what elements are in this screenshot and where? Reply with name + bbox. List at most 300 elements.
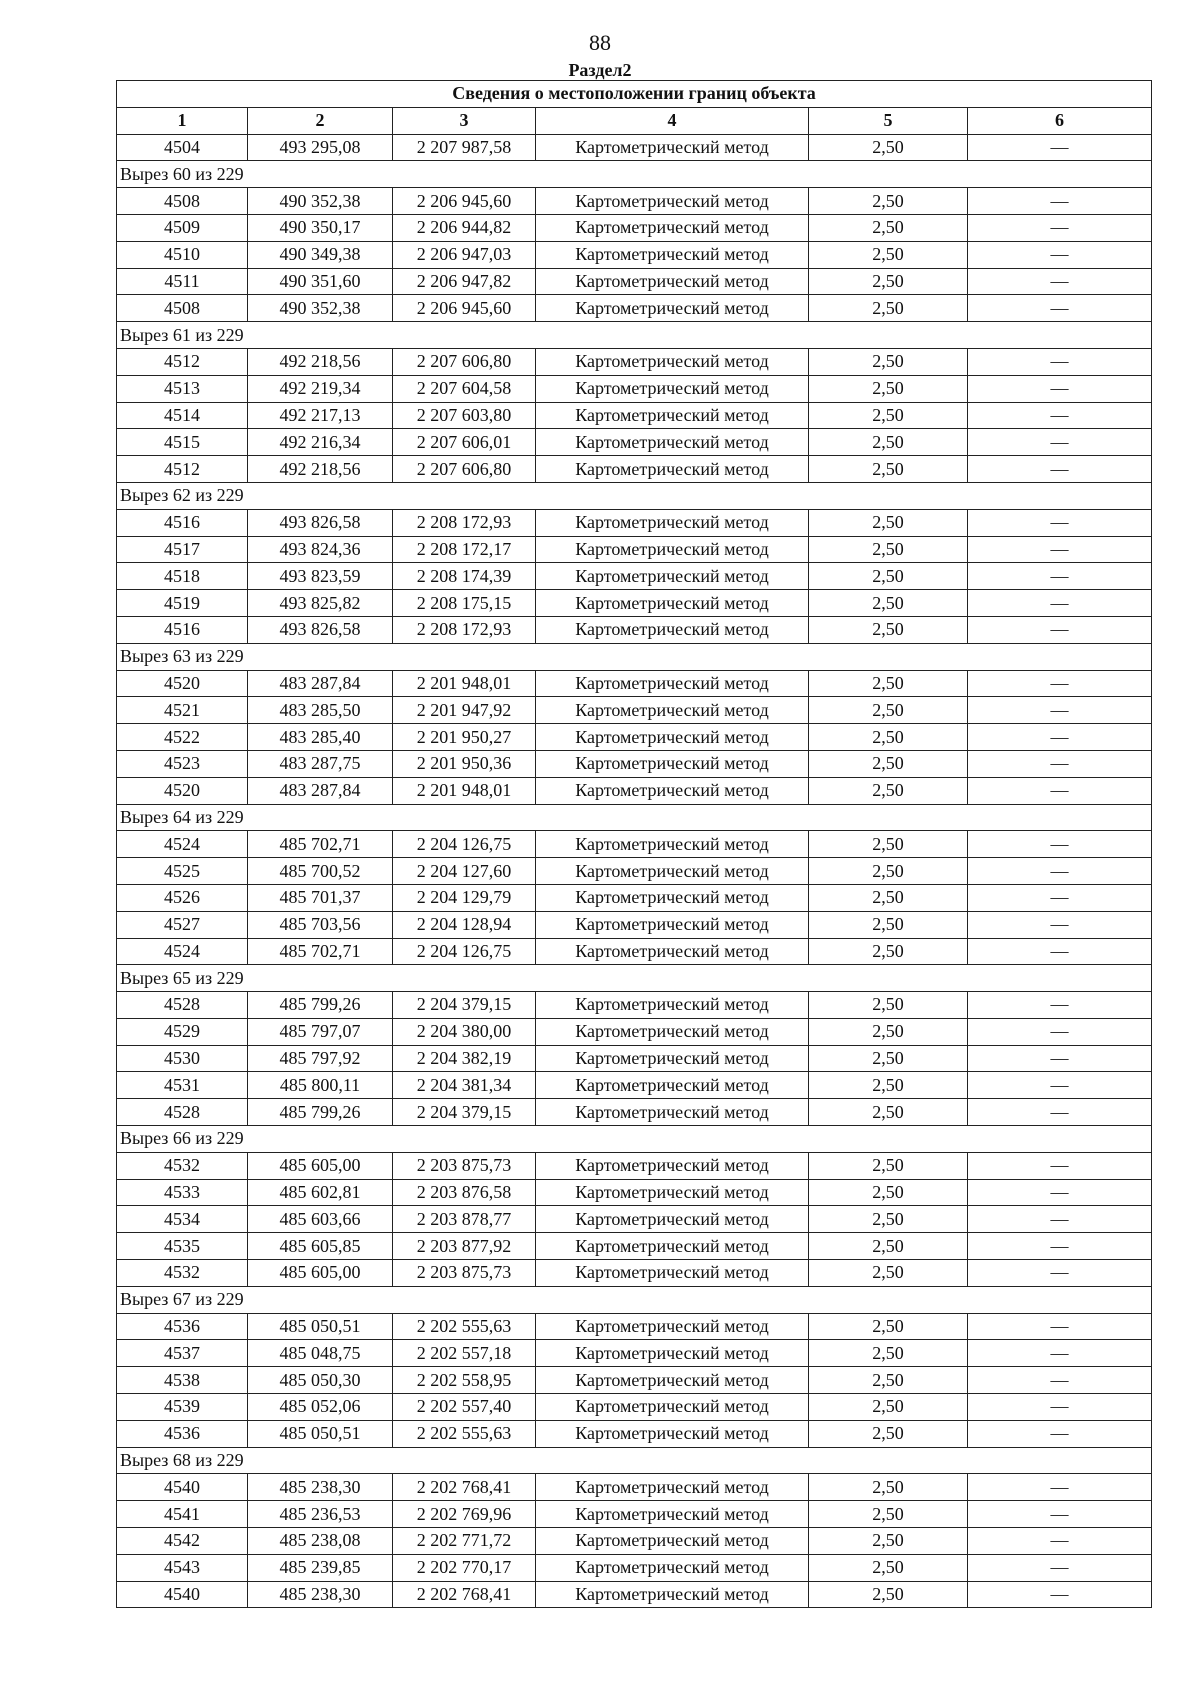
x-coordinate-cell: 490 352,38 (248, 295, 393, 322)
description-cell: — (968, 188, 1152, 215)
y-coordinate-cell: 2 204 129,79 (393, 884, 536, 911)
x-coordinate-cell: 490 352,38 (248, 188, 393, 215)
precision-cell: 2,50 (809, 1072, 968, 1099)
method-cell: Картометрический метод (536, 670, 809, 697)
table-row (117, 1554, 1152, 1581)
description-cell: — (968, 1420, 1152, 1447)
description-cell: — (968, 348, 1152, 375)
y-coordinate-cell: 2 202 557,40 (393, 1394, 536, 1421)
point-number-cell: 4511 (117, 268, 248, 295)
y-coordinate-cell: 2 206 947,82 (393, 268, 536, 295)
precision-cell: 2,50 (809, 1340, 968, 1367)
description-cell: — (968, 375, 1152, 402)
y-coordinate-cell: 2 202 769,96 (393, 1501, 536, 1528)
x-coordinate-cell: 485 605,00 (248, 1260, 393, 1287)
point-number-cell: 4538 (117, 1367, 248, 1394)
point-number-cell: 4509 (117, 214, 248, 241)
table-row (117, 884, 1152, 911)
method-cell: Картометрический метод (536, 134, 809, 161)
description-cell: — (968, 938, 1152, 965)
description-cell: — (968, 214, 1152, 241)
point-number-cell: 4512 (117, 348, 248, 375)
description-cell: — (968, 697, 1152, 724)
cutout-label: Вырез 62 из 229 (117, 482, 1152, 509)
description-cell: — (968, 1179, 1152, 1206)
cutout-label: Вырез 66 из 229 (117, 1126, 1152, 1153)
precision-cell: 2,50 (809, 241, 968, 268)
table-row (117, 563, 1152, 590)
cutout-header-row (117, 1286, 1152, 1313)
method-cell: Картометрический метод (536, 1260, 809, 1287)
point-number-cell: 4542 (117, 1528, 248, 1555)
method-cell: Картометрический метод (536, 214, 809, 241)
x-coordinate-cell: 485 799,26 (248, 992, 393, 1019)
description-cell: — (968, 536, 1152, 563)
precision-cell: 2,50 (809, 1313, 968, 1340)
cutout-label: Вырез 64 из 229 (117, 804, 1152, 831)
precision-cell: 2,50 (809, 858, 968, 885)
description-cell: — (968, 831, 1152, 858)
point-number-cell: 4508 (117, 295, 248, 322)
point-number-cell: 4514 (117, 402, 248, 429)
method-cell: Картометрический метод (536, 616, 809, 643)
description-cell: — (968, 456, 1152, 483)
precision-cell: 2,50 (809, 938, 968, 965)
cutout-label: Вырез 61 из 229 (117, 322, 1152, 349)
precision-cell: 2,50 (809, 884, 968, 911)
table-row (117, 911, 1152, 938)
description-cell: — (968, 1260, 1152, 1287)
precision-cell: 2,50 (809, 188, 968, 215)
table-row (117, 348, 1152, 375)
y-coordinate-cell: 2 204 380,00 (393, 1018, 536, 1045)
y-coordinate-cell: 2 206 947,03 (393, 241, 536, 268)
point-number-cell: 4533 (117, 1179, 248, 1206)
precision-cell: 2,50 (809, 1233, 968, 1260)
x-coordinate-cell: 485 050,51 (248, 1313, 393, 1340)
method-cell: Картометрический метод (536, 777, 809, 804)
point-number-cell: 4527 (117, 911, 248, 938)
table-row (117, 402, 1152, 429)
x-coordinate-cell: 485 800,11 (248, 1072, 393, 1099)
y-coordinate-cell: 2 208 172,93 (393, 616, 536, 643)
method-cell: Картометрический метод (536, 1099, 809, 1126)
table-row (117, 616, 1152, 643)
table-row (117, 858, 1152, 885)
precision-cell: 2,50 (809, 1260, 968, 1287)
method-cell: Картометрический метод (536, 1072, 809, 1099)
x-coordinate-cell: 493 826,58 (248, 509, 393, 536)
table-row (117, 295, 1152, 322)
y-coordinate-cell: 2 202 768,41 (393, 1581, 536, 1608)
precision-cell: 2,50 (809, 563, 968, 590)
method-cell: Картометрический метод (536, 1501, 809, 1528)
precision-cell: 2,50 (809, 831, 968, 858)
table-row (117, 375, 1152, 402)
description-cell: — (968, 1394, 1152, 1421)
table-row (117, 1072, 1152, 1099)
description-cell: — (968, 884, 1152, 911)
description-cell: — (968, 429, 1152, 456)
method-cell: Картометрический метод (536, 697, 809, 724)
table-row (117, 1313, 1152, 1340)
table-row (117, 992, 1152, 1019)
x-coordinate-cell: 490 350,17 (248, 214, 393, 241)
precision-cell: 2,50 (809, 590, 968, 617)
x-coordinate-cell: 492 217,13 (248, 402, 393, 429)
table-row (117, 1367, 1152, 1394)
point-number-cell: 4523 (117, 750, 248, 777)
y-coordinate-cell: 2 202 558,95 (393, 1367, 536, 1394)
point-number-cell: 4516 (117, 616, 248, 643)
description-cell: — (968, 1554, 1152, 1581)
precision-cell: 2,50 (809, 1420, 968, 1447)
description-cell: — (968, 1528, 1152, 1555)
precision-cell: 2,50 (809, 268, 968, 295)
x-coordinate-cell: 485 239,85 (248, 1554, 393, 1581)
table-row (117, 724, 1152, 751)
point-number-cell: 4518 (117, 563, 248, 590)
point-number-cell: 4521 (117, 697, 248, 724)
precision-cell: 2,50 (809, 1474, 968, 1501)
cutout-header-row (117, 965, 1152, 992)
point-number-cell: 4540 (117, 1474, 248, 1501)
point-number-cell: 4510 (117, 241, 248, 268)
x-coordinate-cell: 483 285,50 (248, 697, 393, 724)
method-cell: Картометрический метод (536, 456, 809, 483)
point-number-cell: 4513 (117, 375, 248, 402)
method-cell: Картометрический метод (536, 938, 809, 965)
table-row (117, 1179, 1152, 1206)
y-coordinate-cell: 2 202 768,41 (393, 1474, 536, 1501)
x-coordinate-cell: 485 050,51 (248, 1420, 393, 1447)
x-coordinate-cell: 485 605,85 (248, 1233, 393, 1260)
y-coordinate-cell: 2 206 945,60 (393, 295, 536, 322)
precision-cell: 2,50 (809, 777, 968, 804)
x-coordinate-cell: 493 826,58 (248, 616, 393, 643)
y-coordinate-cell: 2 207 987,58 (393, 134, 536, 161)
precision-cell: 2,50 (809, 1206, 968, 1233)
method-cell: Картометрический метод (536, 724, 809, 751)
method-cell: Картометрический метод (536, 536, 809, 563)
method-cell: Картометрический метод (536, 509, 809, 536)
precision-cell: 2,50 (809, 697, 968, 724)
description-cell: — (968, 1581, 1152, 1608)
x-coordinate-cell: 485 236,53 (248, 1501, 393, 1528)
table-row (117, 1206, 1152, 1233)
column-header-row (117, 107, 1152, 134)
table-row (117, 1474, 1152, 1501)
point-number-cell: 4531 (117, 1072, 248, 1099)
y-coordinate-cell: 2 204 126,75 (393, 831, 536, 858)
point-number-cell: 4528 (117, 1099, 248, 1126)
column-header: 4 (536, 107, 809, 134)
y-coordinate-cell: 2 204 379,15 (393, 992, 536, 1019)
column-header: 1 (117, 107, 248, 134)
table-row (117, 1099, 1152, 1126)
precision-cell: 2,50 (809, 1528, 968, 1555)
cutout-header-row (117, 1126, 1152, 1153)
method-cell: Картометрический метод (536, 590, 809, 617)
precision-cell: 2,50 (809, 1581, 968, 1608)
x-coordinate-cell: 485 702,71 (248, 831, 393, 858)
description-cell: — (968, 616, 1152, 643)
description-cell: — (968, 509, 1152, 536)
cutout-label: Вырез 60 из 229 (117, 161, 1152, 188)
precision-cell: 2,50 (809, 750, 968, 777)
precision-cell: 2,50 (809, 724, 968, 751)
method-cell: Картометрический метод (536, 1018, 809, 1045)
cutout-header-row (117, 482, 1152, 509)
y-coordinate-cell: 2 208 172,93 (393, 509, 536, 536)
y-coordinate-cell: 2 204 126,75 (393, 938, 536, 965)
method-cell: Картометрический метод (536, 1045, 809, 1072)
point-number-cell: 4520 (117, 670, 248, 697)
precision-cell: 2,50 (809, 1045, 968, 1072)
method-cell: Картометрический метод (536, 1313, 809, 1340)
description-cell: — (968, 590, 1152, 617)
table-row (117, 134, 1152, 161)
point-number-cell: 4535 (117, 1233, 248, 1260)
method-cell: Картометрический метод (536, 884, 809, 911)
point-number-cell: 4532 (117, 1152, 248, 1179)
method-cell: Картометрический метод (536, 1528, 809, 1555)
method-cell: Картометрический метод (536, 750, 809, 777)
point-number-cell: 4540 (117, 1581, 248, 1608)
x-coordinate-cell: 493 295,08 (248, 134, 393, 161)
point-number-cell: 4515 (117, 429, 248, 456)
precision-cell: 2,50 (809, 616, 968, 643)
x-coordinate-cell: 493 825,82 (248, 590, 393, 617)
table-row (117, 429, 1152, 456)
precision-cell: 2,50 (809, 134, 968, 161)
method-cell: Картометрический метод (536, 1367, 809, 1394)
table-row (117, 831, 1152, 858)
y-coordinate-cell: 2 203 877,92 (393, 1233, 536, 1260)
description-cell: — (968, 241, 1152, 268)
description-cell: — (968, 858, 1152, 885)
precision-cell: 2,50 (809, 429, 968, 456)
point-number-cell: 4528 (117, 992, 248, 1019)
precision-cell: 2,50 (809, 1018, 968, 1045)
precision-cell: 2,50 (809, 1394, 968, 1421)
point-number-cell: 4517 (117, 536, 248, 563)
method-cell: Картометрический метод (536, 1340, 809, 1367)
table-row (117, 1420, 1152, 1447)
precision-cell: 2,50 (809, 509, 968, 536)
x-coordinate-cell: 492 218,56 (248, 456, 393, 483)
method-cell: Картометрический метод (536, 375, 809, 402)
description-cell: — (968, 911, 1152, 938)
table-row (117, 777, 1152, 804)
point-number-cell: 4529 (117, 1018, 248, 1045)
table-row (117, 536, 1152, 563)
section-label: Раздел2 (568, 60, 632, 80)
x-coordinate-cell: 485 238,30 (248, 1474, 393, 1501)
boundary-coordinates-table (116, 80, 1152, 1608)
method-cell: Картометрический метод (536, 429, 809, 456)
method-cell: Картометрический метод (536, 1474, 809, 1501)
y-coordinate-cell: 2 202 555,63 (393, 1313, 536, 1340)
y-coordinate-cell: 2 201 948,01 (393, 777, 536, 804)
point-number-cell: 4526 (117, 884, 248, 911)
y-coordinate-cell: 2 202 771,72 (393, 1528, 536, 1555)
point-number-cell: 4536 (117, 1313, 248, 1340)
table-row (117, 509, 1152, 536)
y-coordinate-cell: 2 207 603,80 (393, 402, 536, 429)
point-number-cell: 4508 (117, 188, 248, 215)
y-coordinate-cell: 2 203 875,73 (393, 1152, 536, 1179)
y-coordinate-cell: 2 203 878,77 (393, 1206, 536, 1233)
description-cell: — (968, 1072, 1152, 1099)
table-row (117, 1260, 1152, 1287)
x-coordinate-cell: 492 218,56 (248, 348, 393, 375)
precision-cell: 2,50 (809, 1099, 968, 1126)
y-coordinate-cell: 2 206 944,82 (393, 214, 536, 241)
precision-cell: 2,50 (809, 295, 968, 322)
cutout-label: Вырез 63 из 229 (117, 643, 1152, 670)
y-coordinate-cell: 2 203 876,58 (393, 1179, 536, 1206)
x-coordinate-cell: 490 351,60 (248, 268, 393, 295)
description-cell: — (968, 1206, 1152, 1233)
point-number-cell: 4543 (117, 1554, 248, 1581)
point-number-cell: 4522 (117, 724, 248, 751)
table-row (117, 1501, 1152, 1528)
method-cell: Картометрический метод (536, 1179, 809, 1206)
method-cell: Картометрический метод (536, 348, 809, 375)
method-cell: Картометрический метод (536, 992, 809, 1019)
y-coordinate-cell: 2 204 382,19 (393, 1045, 536, 1072)
table-row (117, 1018, 1152, 1045)
y-coordinate-cell: 2 204 127,60 (393, 858, 536, 885)
x-coordinate-cell: 492 219,34 (248, 375, 393, 402)
x-coordinate-cell: 485 605,00 (248, 1152, 393, 1179)
y-coordinate-cell: 2 202 557,18 (393, 1340, 536, 1367)
table-row (117, 1528, 1152, 1555)
precision-cell: 2,50 (809, 670, 968, 697)
point-number-cell: 4541 (117, 1501, 248, 1528)
precision-cell: 2,50 (809, 1367, 968, 1394)
precision-cell: 2,50 (809, 911, 968, 938)
precision-cell: 2,50 (809, 1179, 968, 1206)
method-cell: Картометрический метод (536, 268, 809, 295)
precision-cell: 2,50 (809, 402, 968, 429)
point-number-cell: 4512 (117, 456, 248, 483)
precision-cell: 2,50 (809, 375, 968, 402)
point-number-cell: 4532 (117, 1260, 248, 1287)
description-cell: — (968, 724, 1152, 751)
x-coordinate-cell: 485 052,06 (248, 1394, 393, 1421)
y-coordinate-cell: 2 204 379,15 (393, 1099, 536, 1126)
method-cell: Картометрический метод (536, 911, 809, 938)
description-cell: — (968, 1367, 1152, 1394)
method-cell: Картометрический метод (536, 402, 809, 429)
x-coordinate-cell: 483 285,40 (248, 724, 393, 751)
precision-cell: 2,50 (809, 1554, 968, 1581)
cutout-header-row (117, 161, 1152, 188)
point-number-cell: 4520 (117, 777, 248, 804)
y-coordinate-cell: 2 201 950,27 (393, 724, 536, 751)
point-number-cell: 4519 (117, 590, 248, 617)
x-coordinate-cell: 485 799,26 (248, 1099, 393, 1126)
y-coordinate-cell: 2 207 606,80 (393, 456, 536, 483)
method-cell: Картометрический метод (536, 1206, 809, 1233)
point-number-cell: 4537 (117, 1340, 248, 1367)
table-row (117, 1581, 1152, 1608)
table-row (117, 1045, 1152, 1072)
x-coordinate-cell: 493 824,36 (248, 536, 393, 563)
description-cell: — (968, 992, 1152, 1019)
page-number: 88 (589, 30, 611, 55)
point-number-cell: 4504 (117, 134, 248, 161)
point-number-cell: 4539 (117, 1394, 248, 1421)
x-coordinate-cell: 485 797,07 (248, 1018, 393, 1045)
x-coordinate-cell: 485 602,81 (248, 1179, 393, 1206)
x-coordinate-cell: 490 349,38 (248, 241, 393, 268)
point-number-cell: 4516 (117, 509, 248, 536)
table-row (117, 750, 1152, 777)
y-coordinate-cell: 2 208 172,17 (393, 536, 536, 563)
cutout-header-row (117, 643, 1152, 670)
cutout-header-row (117, 804, 1152, 831)
method-cell: Картометрический метод (536, 858, 809, 885)
precision-cell: 2,50 (809, 456, 968, 483)
description-cell: — (968, 750, 1152, 777)
precision-cell: 2,50 (809, 214, 968, 241)
table-body (117, 134, 1152, 1608)
description-cell: — (968, 563, 1152, 590)
y-coordinate-cell: 2 201 950,36 (393, 750, 536, 777)
column-header: 6 (968, 107, 1152, 134)
table-row (117, 1233, 1152, 1260)
x-coordinate-cell: 485 702,71 (248, 938, 393, 965)
description-cell: — (968, 268, 1152, 295)
y-coordinate-cell: 2 203 875,73 (393, 1260, 536, 1287)
table-row (117, 670, 1152, 697)
point-number-cell: 4534 (117, 1206, 248, 1233)
precision-cell: 2,50 (809, 992, 968, 1019)
y-coordinate-cell: 2 201 948,01 (393, 670, 536, 697)
table-row (117, 938, 1152, 965)
method-cell: Картометрический метод (536, 831, 809, 858)
precision-cell: 2,50 (809, 348, 968, 375)
x-coordinate-cell: 492 216,34 (248, 429, 393, 456)
y-coordinate-cell: 2 207 606,01 (393, 429, 536, 456)
cutout-header-row (117, 1447, 1152, 1474)
y-coordinate-cell: 2 202 555,63 (393, 1420, 536, 1447)
point-number-cell: 4525 (117, 858, 248, 885)
description-cell: — (968, 1018, 1152, 1045)
description-cell: — (968, 1474, 1152, 1501)
x-coordinate-cell: 485 603,66 (248, 1206, 393, 1233)
method-cell: Картометрический метод (536, 1233, 809, 1260)
x-coordinate-cell: 483 287,84 (248, 670, 393, 697)
x-coordinate-cell: 485 050,30 (248, 1367, 393, 1394)
precision-cell: 2,50 (809, 1501, 968, 1528)
x-coordinate-cell: 485 701,37 (248, 884, 393, 911)
column-header: 2 (248, 107, 393, 134)
table-caption: Сведения о местоположении границ объекта (117, 81, 1152, 108)
x-coordinate-cell: 483 287,84 (248, 777, 393, 804)
method-cell: Картометрический метод (536, 1152, 809, 1179)
method-cell: Картометрический метод (536, 1581, 809, 1608)
table-row (117, 590, 1152, 617)
description-cell: — (968, 1313, 1152, 1340)
description-cell: — (968, 402, 1152, 429)
table-row (117, 268, 1152, 295)
y-coordinate-cell: 2 201 947,92 (393, 697, 536, 724)
y-coordinate-cell: 2 204 381,34 (393, 1072, 536, 1099)
